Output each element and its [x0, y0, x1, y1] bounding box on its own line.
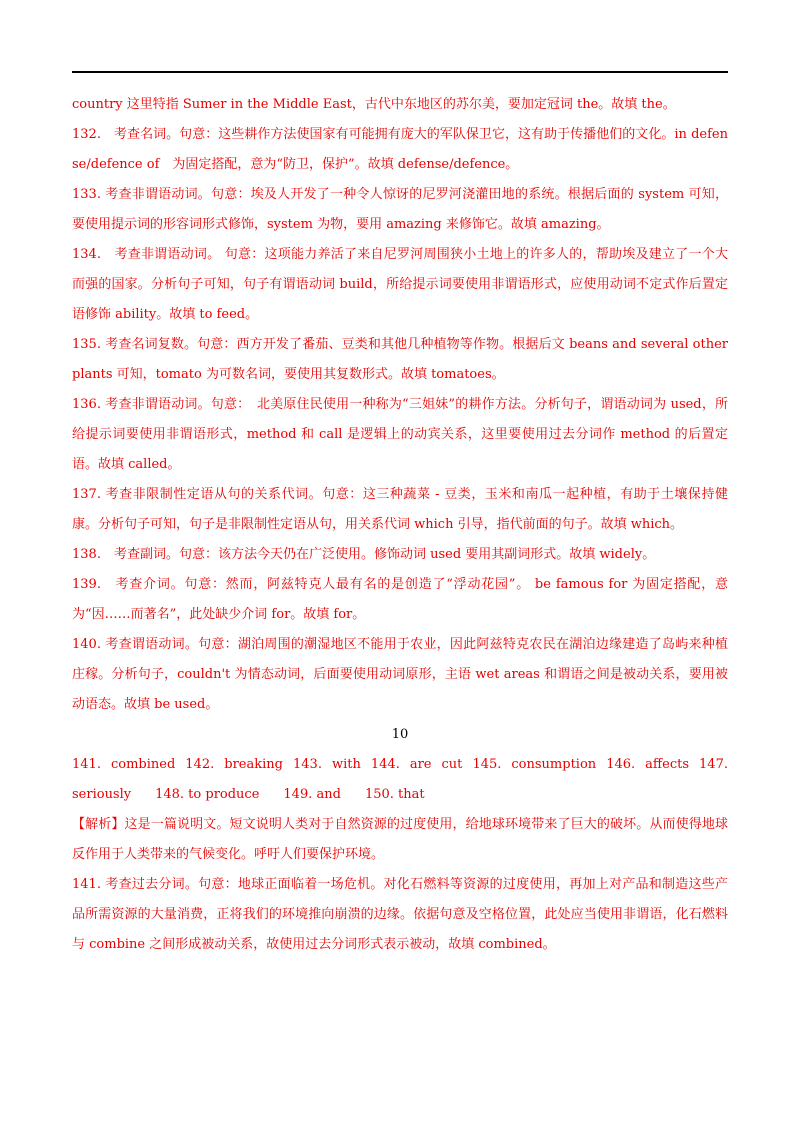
- paragraph-132: 132. 考查名词。句意：这些耕作方法使国家有可能拥有庞大的军队保卫它，这有助于传播他们的文化。in defense/defence of 为固定搭配，意为“防卫，保护”。故填 defense/defence。: [72, 127, 728, 172]
- answer-token: 142.: [185, 757, 215, 772]
- answer-row-1: [72, 750, 728, 780]
- paragraph-135: 135. 考查名词复数。句意：西方开发了番茄、豆类和其他几种植物等作物。根据后文 beans and several other plants 可知，tomato 为可数名词，要使用其复数形式。故填 tomatoes。: [72, 337, 728, 382]
- paragraph-continuation: country 这里特指 Sumer in the Middle East，古代中东地区的苏尔美，要加定冠词 the。故填 the。: [72, 97, 676, 112]
- answer-token: 143.: [293, 757, 322, 772]
- paragraph-138: 138. 考查副词。句意：该方法今天仍在广泛使用。修饰动词 used 要用其副词形式。故填 widely。: [72, 547, 656, 562]
- answer-token: cut: [441, 757, 463, 772]
- answer-token: with: [331, 757, 361, 772]
- analysis-paragraph: [72, 810, 728, 870]
- section-number: 10: [391, 727, 409, 742]
- answer-row-2: [72, 780, 728, 810]
- answer-token: breaking: [224, 757, 283, 772]
- answer-token: 147.: [699, 757, 728, 772]
- paragraph-136: 136. 考查非谓语动词。句意： 北美原住民使用一种称为“三姐妹”的耕作方法。分析句子，谓语动词为 used，所给提示词要使用非谓语形式，method 和 call 是逻辑上的动宾关系，这里要使用过去分词作 method 的后置定语。故填 called。: [72, 397, 728, 472]
- answer-token: 144.: [370, 757, 400, 772]
- answer-token: seriously: [72, 787, 132, 802]
- paragraph-133: 133. 考查非谓语动词。句意：埃及人开发了一种令人惊讶的尼罗河浇灌田地的系统。根据后面的 system 可知，要使用提示词的形容词形式修饰，system 为物，要用 amazing 来修饰它。故填 amazing。: [72, 187, 728, 232]
- analysis-text: 这是一篇说明文。短文说明人类对于自然资源的过度使用，给地球环境带来了巨大的破坏。从而使得地球反作用于人类带来的气候变化。呼吁人们要保护环境。: [72, 817, 728, 862]
- paragraph-141: 141. 考查过去分词。句意：地球正面临着一场危机。对化石燃料等资源的过度使用，再加上对产品和制造这些产品所需资源的大量消费，正将我们的环境推向崩溃的边缘。依据句意及空格位置，此处应当使用非谓语，化石燃料与 combine 之间形成被动关系，故使用过去分词形式表示被动，故填 combined。: [72, 877, 728, 952]
- header-rule: [72, 71, 728, 73]
- page-content: [72, 90, 728, 960]
- paragraph-137: 137. 考查非限制性定语从句的关系代词。句意：这三种蔬菜 - 豆类，玉米和南瓜一起种植，有助于土壤保持健康。分析句子可知，句子是非限制性定语从句，用关系代词 which 引导，指代前面的句子。故填 which。: [72, 487, 728, 532]
- answer-token: affects: [645, 757, 690, 772]
- answer-key: [72, 750, 728, 810]
- answer-token: are: [409, 757, 432, 772]
- answer-token: 150. that: [364, 787, 425, 802]
- paragraph-140: 140. 考查谓语动词。句意：湖泊周围的潮湿地区不能用于农业，因此阿兹特克农民在湖泊边缘建造了岛屿来种植庄稼。分析句子，couldn't 为情态动词，后面要使用动词原形，主语 wet areas 和谓语之间是被动关系，要用被动语态。故填 be used。: [72, 637, 728, 712]
- paragraph-134: 134. 考查非谓语动词。 句意：这项能力养活了来自尼罗河周围狭小土地上的许多人的，帮助埃及建立了一个大而强的国家。分析句子可知，句子有谓语动词 build，所给提示词要使用非谓语形式，应使用动词不定式作后置定语修饰 ability。故填 to feed。: [72, 247, 728, 322]
- answer-token: 146.: [606, 757, 636, 772]
- answer-token: combined: [110, 757, 176, 772]
- answer-token: 149. and: [283, 787, 341, 802]
- analysis-tag: 【解析】: [72, 817, 125, 832]
- paragraph-139: 139. 考查介词。句意：然而，阿兹特克人最有名的是创造了“浮动花园”。 be famous for 为固定搭配，意为“因……而著名”，此处缺少介词 for。故填 for。: [72, 577, 728, 622]
- answer-token: 145.: [472, 757, 502, 772]
- answer-token: consumption: [511, 757, 597, 772]
- answer-token: 148. to produce: [155, 787, 260, 802]
- answer-token: 141.: [72, 757, 101, 772]
